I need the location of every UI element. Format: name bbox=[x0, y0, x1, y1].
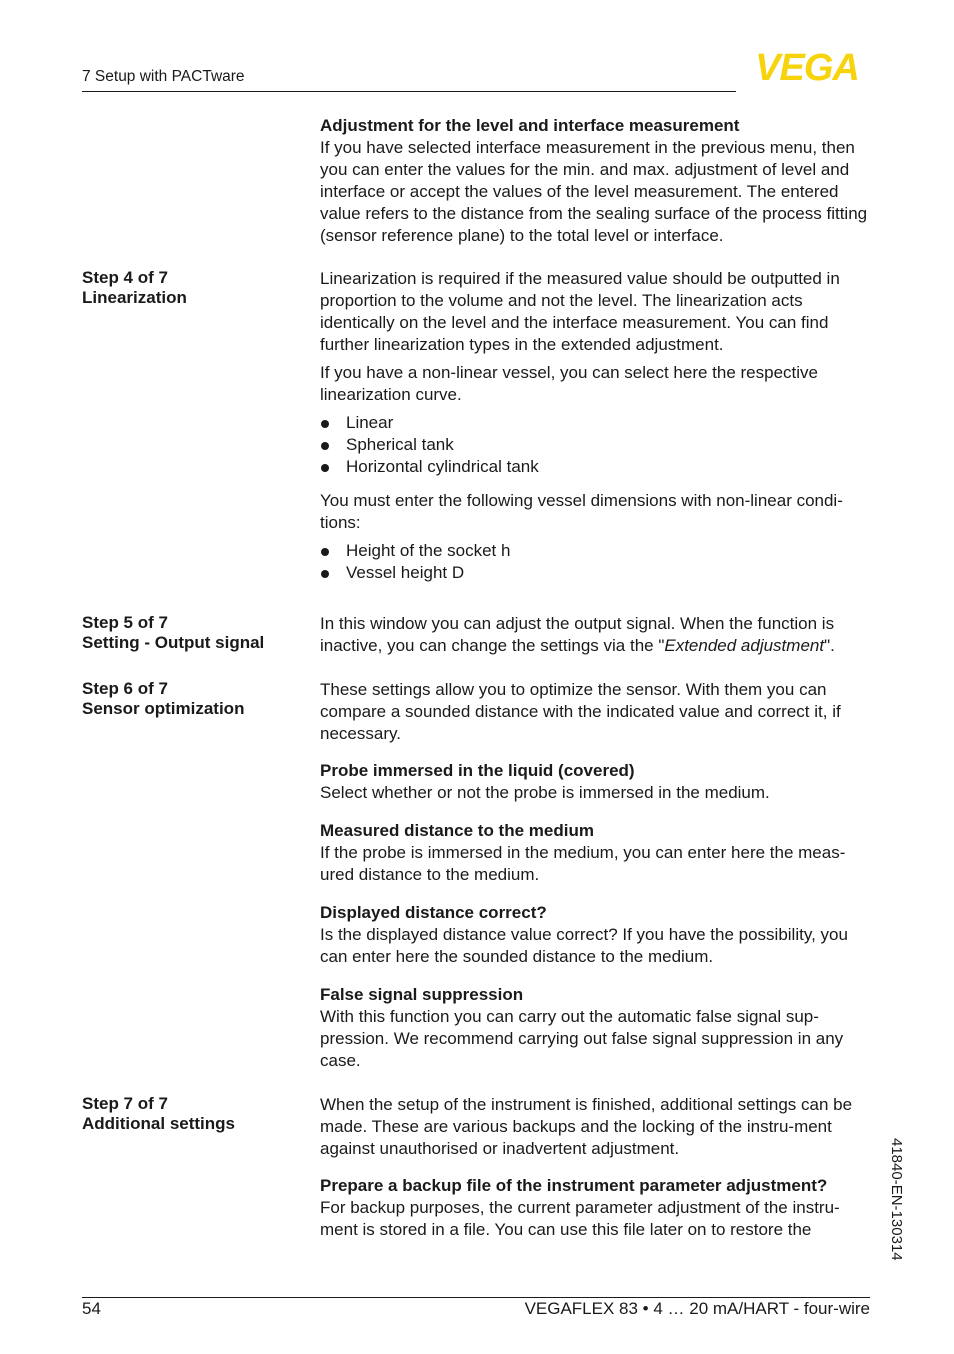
section-title: False signal suppression bbox=[320, 985, 524, 1004]
step4-para1: Linearization is required if the measured value should be outputted in proportion to the volume and not the level. The linearization acts identically on the level and the interface measurement. You can find further linearization types in the extended adjustment. bbox=[320, 269, 840, 354]
step4-content bbox=[320, 268, 876, 584]
backup-text: For backup purposes, the current parameter adjustment of the instru-ment is stored in a file. You can use this file later on to restore the bbox=[320, 1198, 840, 1239]
backup-title: Prepare a backup file of the instrument parameter adjustment? bbox=[320, 1176, 828, 1195]
list-item: Height of the socket h bbox=[320, 540, 876, 562]
step7-content bbox=[320, 1094, 876, 1241]
curve-list bbox=[320, 412, 876, 478]
intro-title: Adjustment for the level and interface measurement bbox=[320, 116, 740, 135]
footer-title: VEGAFLEX 83 • 4 … 20 mA/HART - four-wire bbox=[524, 1299, 870, 1318]
section-text: If the probe is immersed in the medium, you can enter here the meas-ured distance to the medium. bbox=[320, 843, 846, 884]
step7-number: Step 7 of 7 bbox=[82, 1094, 168, 1113]
vega-logo bbox=[740, 50, 874, 84]
step6-section bbox=[320, 902, 876, 968]
list-item: Horizontal cylindrical tank bbox=[320, 456, 876, 478]
list-item: Linear bbox=[320, 412, 876, 434]
step6-label bbox=[82, 679, 302, 719]
section-title: Displayed distance correct? bbox=[320, 903, 547, 922]
step4-para3: You must enter the following vessel dimensions with non-linear condi-tions: bbox=[320, 491, 843, 532]
step6-section bbox=[320, 820, 876, 886]
intro-block bbox=[320, 115, 876, 247]
step5-label bbox=[82, 613, 302, 653]
dimension-list bbox=[320, 540, 876, 584]
section-text: Select whether or not the probe is immersed in the medium. bbox=[320, 783, 770, 802]
intro-text: If you have selected interface measurement in the previous menu, then you can enter the values for the min. and max. adjustment of level and interface or accept the values of the level measurement. The entered value refers to the distance from the sealing surface of the process fitting (sensor reference plane) to the total level or interface. bbox=[320, 138, 868, 245]
step6-intro: These settings allow you to optimize the sensor. With them you can compare a sounded distance with the indicated value and correct it, if necessary. bbox=[320, 680, 841, 743]
step5-text-after: ". bbox=[824, 636, 835, 655]
step4-title: Linearization bbox=[82, 288, 187, 307]
step4-number: Step 4 of 7 bbox=[82, 268, 168, 287]
step6-section bbox=[320, 760, 876, 804]
step6-title: Sensor optimization bbox=[82, 699, 245, 718]
section-title: Probe immersed in the liquid (covered) bbox=[320, 761, 635, 780]
document-code: 41840-EN-130314 bbox=[888, 1138, 905, 1261]
step5-title: Setting - Output signal bbox=[82, 633, 265, 652]
list-item: Vessel height D bbox=[320, 562, 876, 584]
step7-label bbox=[82, 1094, 302, 1134]
step7-title: Additional settings bbox=[82, 1114, 235, 1133]
step5-text-italic: Extended adjustment bbox=[664, 636, 825, 655]
footer-rule bbox=[82, 1297, 870, 1298]
header-rule bbox=[82, 91, 736, 92]
section-title: Measured distance to the medium bbox=[320, 821, 594, 840]
page-number: 54 bbox=[82, 1299, 101, 1318]
step4-label bbox=[82, 268, 302, 308]
step4-para2: If you have a non-linear vessel, you can select here the respective linearization curve. bbox=[320, 363, 819, 404]
step5-text bbox=[320, 613, 876, 657]
list-item: Spherical tank bbox=[320, 434, 876, 456]
step5-number: Step 5 of 7 bbox=[82, 613, 168, 632]
step6-content bbox=[320, 679, 876, 1072]
svg-text:VEGA: VEGA bbox=[755, 50, 859, 84]
section-text: With this function you can carry out the automatic false signal sup-pression. We recommend carrying out false signal suppression in any case. bbox=[320, 1007, 844, 1070]
section-text: Is the displayed distance value correct? If you have the possibility, you can enter here the sounded distance to the medium. bbox=[320, 925, 848, 966]
step6-number: Step 6 of 7 bbox=[82, 679, 168, 698]
step7-intro: When the setup of the instrument is finished, additional settings can be made. These are various backups and the locking of the instru-ment against unauthorised or inadvertent adjustment. bbox=[320, 1095, 853, 1158]
section-header: 7 Setup with PACTware bbox=[82, 68, 245, 85]
step5-content bbox=[320, 613, 876, 657]
step5-text-before: In this window you can adjust the output signal. When the function is inactive, you can change the settings via the " bbox=[320, 614, 835, 655]
step6-section bbox=[320, 984, 876, 1072]
